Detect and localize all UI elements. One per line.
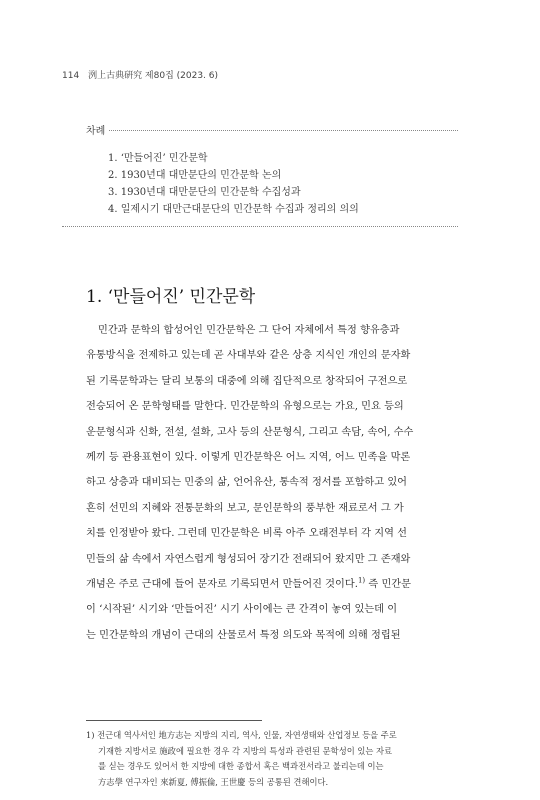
body-line: 께끼 등 관용표현이 있다. 이렇게 민간문학은 어느 지역, 어느 민족을 막론 [86,452,411,464]
body-line: 민간과 문학의 합성어인 민간문학은 그 단어 자체에서 특정 향유층과 [98,325,400,336]
toc-divider [109,130,458,131]
body-line: 운문형식과 신화, 전설, 설화, 고사 등의 산문형식, 그리고 속담, 속어, 수수 [86,426,414,438]
body-line: 민들의 삶 속에서 자연스럽게 형성되어 장기간 전래되어 왔지만 그 존재와 [86,553,411,565]
footnote-line: 기재한 지방서로 施政에 필요한 경우 각 지방의 특성과 관련된 문학성이 있는 자료 [98,745,393,756]
body-line: 하고 상층과 대비되는 민중의 삶, 언어유산, 통속적 정서를 포함하고 있어 [86,477,408,489]
body-line: 된 기록문학과는 달리 보통의 대중에 의해 집단적으로 창작되어 구전으로 [86,375,408,387]
body-text-segment: 개념은 주로 근대에 들어 문자로 기록되면서 만들어진 것이다. [86,579,358,591]
footnote-line: 方志學 연구자인 來新夏, 傅振倫, 王世慶 등의 공통된 견해이다. [98,776,329,787]
body-line: 유통방식을 전제하고 있는데 곧 사대부와 같은 상층 지식인 개인의 문자화 [86,350,411,362]
toc-header [86,122,458,137]
section-title: 1. ‘만들어진’ 민간문학 [86,287,256,307]
toc-item: 4. 일제시기 대만근대문단의 민간문학 수집과 정리의 의의 [108,204,359,215]
toc-label: 차례 [86,126,106,137]
toc-item: 3. 1930년대 대만문단의 민간문학 수집성과 [108,187,301,198]
footnote-marker: 1) [86,730,95,740]
footnote-reference[interactable]: 1) [357,576,366,585]
footnote-line: 전근대 역사서인 地方志는 지방의 지리, 역사, 인물, 자연생태와 산업정보 등을 주로 [97,730,397,740]
toc-list [108,150,359,218]
body-text-segment: 즉 민간문 [365,579,411,591]
toc-bottom-divider [62,226,458,227]
footnote-first-line [86,728,458,744]
footnote-divider [86,720,262,721]
toc-item: 2. 1930년대 대만문단의 민간문학 논의 [108,170,282,181]
body-line: 이 ‘시작된’ 시기와 ‘만들어진’ 시기 사이에는 큰 간격이 놓여 있는데 이 [86,604,398,616]
body-line: 치를 인정받아 왔다. 그런데 민간문학은 비록 아주 오래전부터 각 지역 선 [86,528,408,540]
body-paragraph [86,318,458,648]
footnote [86,728,458,790]
body-line: 전승되어 온 문학형태를 말한다. 민간문학의 유형으로는 가요, 민요 등의 [86,401,404,413]
footnote-line: 를 싣는 경우도 있어서 한 지방에 대한 종합서 혹은 백과전서라고 불리는데 이는 [98,761,384,771]
toc-item: 1. ‘만들어진’ 민간문학 [108,153,208,164]
running-header [62,68,224,81]
journal-title: 洌上古典硏究 제80집 (2023. 6) [88,71,218,81]
page-number: 114 [62,71,80,81]
body-line-with-footnote [86,572,458,597]
body-line: 흔히 선민의 지혜와 전통문화의 보고, 문인문학의 풍부한 재료로서 그 가 [86,502,404,514]
body-line: 는 민간문학의 개념이 근대의 산물로서 특정 의도와 목적에 의해 정립된 [86,629,401,641]
